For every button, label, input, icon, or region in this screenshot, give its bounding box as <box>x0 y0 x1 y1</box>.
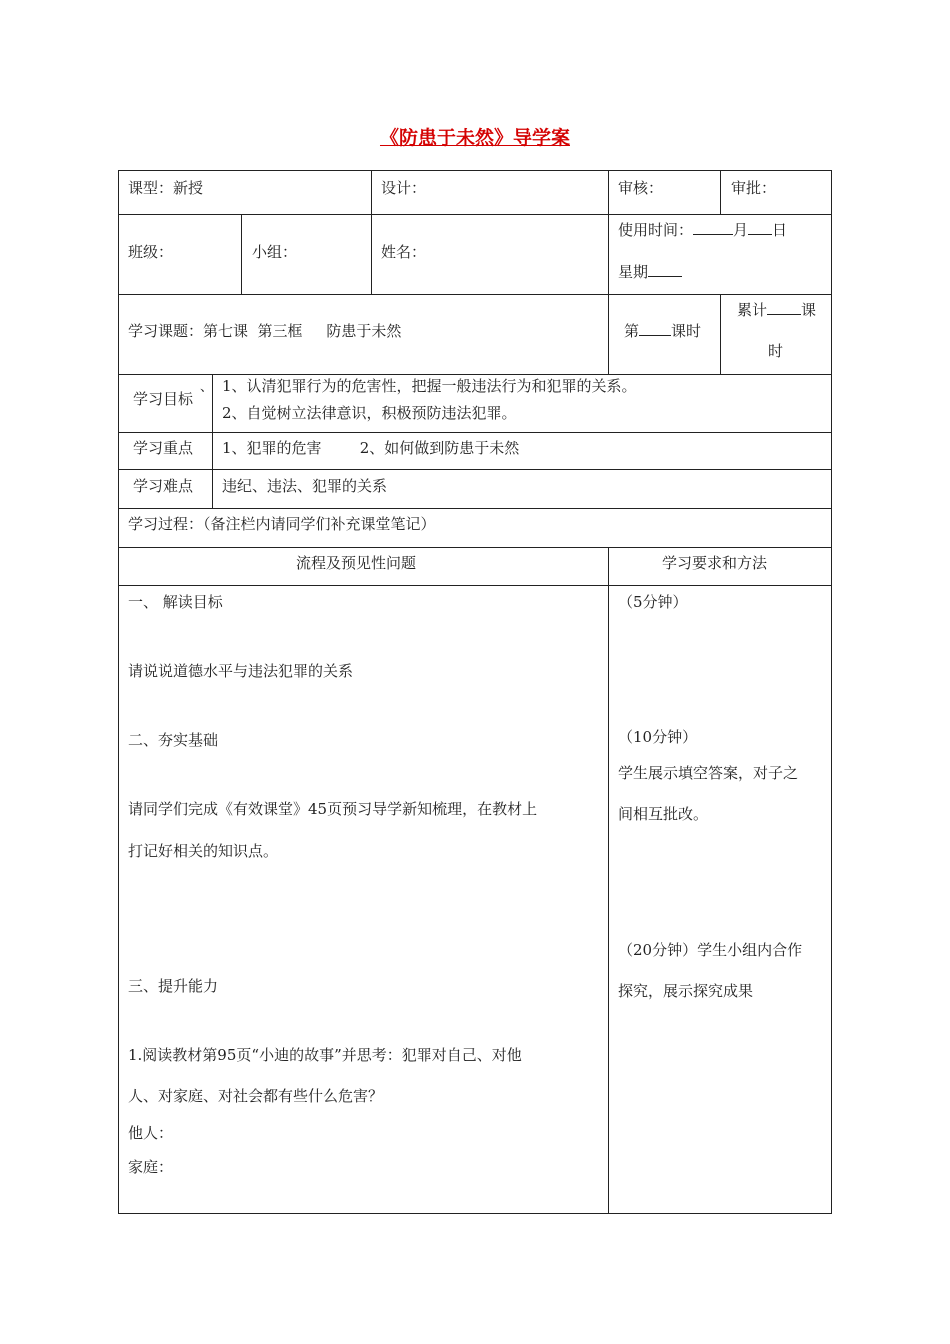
method-note-3a: （20分钟）学生小组内合作 <box>618 941 803 959</box>
day-blank <box>748 220 772 235</box>
lesson-type: 课型：新授 <box>128 179 204 197</box>
difficulty-text: 违纪、违法、犯罪的关系 <box>222 477 388 495</box>
focus-text: 1、犯罪的危害 2、如何做到防患于未然 <box>222 439 520 457</box>
period-prefix: 第 <box>624 322 640 340</box>
month-label: 月 <box>733 221 749 239</box>
goal-item-1: 1、认清犯罪行为的危害性，把握一般违法行为和犯罪的关系。 <box>222 377 637 395</box>
section-2-text-1: 请同学们完成《有效课堂》45页预习导学新知梳理，在教材上 <box>128 800 538 818</box>
process-label: 学习过程：（备注栏内请同学们补充课堂笔记） <box>128 515 436 533</box>
class-label: 班级： <box>128 243 174 261</box>
method-note-3b: 探究，展示探究成果 <box>618 982 754 1000</box>
difficulty-label: 学习难点 <box>133 477 194 495</box>
review-label: 审核： <box>618 179 664 197</box>
weekday-label: 星期 <box>618 263 649 281</box>
column-header-method: 学习要求和方法 <box>662 554 768 572</box>
section-3-heading: 三、提升能力 <box>128 977 219 995</box>
section-3-question-1: 1.阅读教材第95页“小迪的故事”并思考：犯罪对自己、对他 <box>128 1046 522 1064</box>
section-3-question-2: 人、对家庭、对社会都有些什么危害？ <box>128 1087 384 1105</box>
design-label: 设计： <box>381 179 427 197</box>
period-suffix: 课时 <box>671 322 702 340</box>
method-note-2a: 学生展示填空答案，对子之 <box>618 764 799 782</box>
total-prefix: 累计 <box>737 301 768 319</box>
answer-others-label: 他人： <box>128 1124 174 1142</box>
column-header-process: 流程及预见性问题 <box>296 554 417 572</box>
document-title: 《防患于未然》导学案 <box>379 127 570 149</box>
topic-label: 学习课题：第七课 第三框 防患于未然 <box>128 322 402 340</box>
goals-label: 学习目标 <box>133 390 194 408</box>
total-suffix-2: 时 <box>768 342 784 360</box>
method-note-2b: 间相互批改。 <box>618 805 709 823</box>
weekday-blank <box>648 262 682 277</box>
weekday <box>618 261 682 282</box>
focus-label: 学习重点 <box>133 439 194 457</box>
section-1-text: 请说说道德水平与违法犯罪的关系 <box>128 662 354 680</box>
answer-family-label: 家庭： <box>128 1158 174 1176</box>
section-2-heading: 二、夯实基础 <box>128 731 219 749</box>
group-label: 小组： <box>252 243 298 261</box>
total-suffix-1: 课 <box>801 301 817 319</box>
section-1-heading: 一、 解读目标 <box>128 593 223 611</box>
period-blank <box>639 321 671 336</box>
time-note-1: （5分钟） <box>618 593 688 611</box>
total-blank <box>767 300 801 315</box>
approve-label: 审批： <box>731 179 777 197</box>
month-blank <box>693 220 733 235</box>
name-label: 姓名： <box>381 243 427 261</box>
goal-item-2: 2、自觉树立法律意识，积极预防违法犯罪。 <box>222 404 517 422</box>
day-label: 日 <box>772 221 788 239</box>
use-time <box>618 219 787 240</box>
time-note-2: （10分钟） <box>618 728 698 746</box>
section-2-text-2: 打记好相关的知识点。 <box>128 842 279 860</box>
total-period <box>737 299 816 320</box>
goals-mark: 、 <box>200 380 214 395</box>
use-time-label: 使用时间： <box>618 221 694 239</box>
period <box>624 320 701 341</box>
